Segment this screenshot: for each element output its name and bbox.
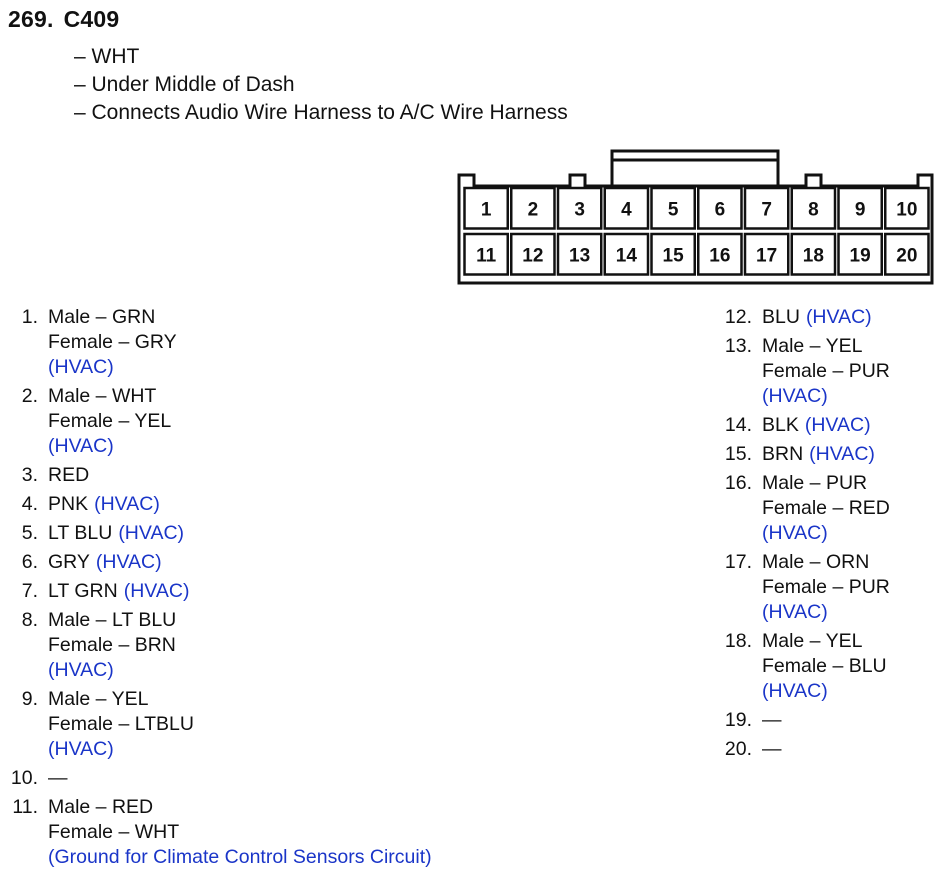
pin-entry bbox=[0, 579, 470, 604]
detail-connects: – Connects Audio Wire Harness to A/C Wire Harness bbox=[74, 101, 568, 124]
pin-list-left bbox=[0, 305, 470, 874]
pin-circuit-note: (HVAC) bbox=[94, 493, 160, 515]
pin-circuit-note: (HVAC) bbox=[762, 680, 828, 702]
pin-circuit-note: (HVAC) bbox=[804, 414, 871, 436]
connector-diagram bbox=[0, 0, 942, 300]
pin-number: 13. bbox=[724, 335, 752, 357]
pin-number: 5. bbox=[21, 522, 38, 544]
pin-label-15: 15 bbox=[662, 245, 684, 267]
pin-label-4: 4 bbox=[621, 199, 632, 221]
pin-number: 20. bbox=[724, 738, 752, 760]
pin-wire-color: — bbox=[762, 738, 782, 760]
pin-wire-color: RED bbox=[48, 464, 90, 486]
pin-entry bbox=[0, 550, 470, 575]
pin-label-9: 9 bbox=[854, 199, 866, 221]
detail-location: – Under Middle of Dash bbox=[74, 73, 295, 96]
pin-circuit-note: (HVAC) bbox=[762, 385, 828, 407]
pin-circuit-note: (HVAC) bbox=[762, 522, 828, 544]
pin-number: 10. bbox=[10, 767, 38, 789]
pin-number: 18. bbox=[724, 630, 752, 652]
pin-entry bbox=[0, 766, 470, 791]
pin-circuit-note: (HVAC) bbox=[48, 435, 114, 457]
pin-entry bbox=[714, 471, 934, 546]
pin-label-10: 10 bbox=[896, 199, 918, 221]
pin-number: 16. bbox=[724, 472, 752, 494]
pin-label-8: 8 bbox=[808, 199, 819, 221]
pin-label-14: 14 bbox=[615, 245, 637, 267]
pin-circuit-note: (HVAC) bbox=[95, 551, 162, 573]
pin-label-12: 12 bbox=[522, 245, 544, 267]
pin-label-20: 20 bbox=[896, 245, 918, 267]
pin-entry bbox=[714, 413, 934, 438]
pin-wire-color: Female – WHT bbox=[48, 821, 180, 843]
pin-number: 3. bbox=[21, 464, 38, 486]
pin-entry bbox=[0, 384, 470, 459]
pin-circuit-note: (HVAC) bbox=[809, 443, 875, 465]
detail-color: – WHT bbox=[74, 45, 140, 68]
pin-wire-color: Male – GRN bbox=[48, 306, 156, 328]
connector-pin-grid bbox=[465, 188, 929, 275]
pin-circuit-note: (HVAC) bbox=[762, 601, 828, 623]
pin-entry bbox=[0, 795, 470, 870]
pin-entry bbox=[714, 550, 934, 625]
pin-wire-color: Male – RED bbox=[48, 796, 154, 818]
pin-wire-color: GRY (HVAC) bbox=[48, 551, 162, 573]
pin-label-2: 2 bbox=[527, 199, 539, 221]
pin-number: 9. bbox=[21, 688, 38, 710]
connector-id: C409 bbox=[63, 6, 120, 32]
pin-label-1: 1 bbox=[480, 199, 492, 221]
pin-wire-color: Male – PUR bbox=[762, 472, 868, 494]
pin-entry bbox=[714, 629, 934, 704]
pin-number: 4. bbox=[21, 493, 38, 515]
pin-number: 17. bbox=[724, 551, 752, 573]
pin-number: 8. bbox=[21, 609, 38, 631]
pin-wire-color: Male – YEL bbox=[48, 688, 149, 710]
pin-circuit-note: (HVAC) bbox=[123, 580, 190, 602]
pin-wire-color: LT BLU (HVAC) bbox=[48, 522, 185, 544]
pin-label-19: 19 bbox=[849, 245, 871, 267]
pin-wire-color: BRN (HVAC) bbox=[762, 443, 875, 465]
pin-entry bbox=[714, 442, 934, 467]
pin-number: 7. bbox=[21, 580, 38, 602]
pin-circuit-note: (HVAC) bbox=[118, 522, 185, 544]
pin-entry bbox=[714, 737, 934, 762]
pin-label-5: 5 bbox=[667, 199, 679, 221]
pin-label-11: 11 bbox=[476, 245, 497, 267]
pin-wire-color: BLU (HVAC) bbox=[762, 306, 872, 328]
pin-wire-color: — bbox=[48, 767, 68, 789]
pin-number: 6. bbox=[21, 551, 38, 573]
pin-circuit-note: (Ground for Climate Control Sensors Circuit) bbox=[48, 846, 432, 868]
pin-wire-color: Female – LTBLU bbox=[48, 713, 194, 735]
pin-entry bbox=[714, 334, 934, 409]
pin-wire-color: Female – RED bbox=[762, 497, 890, 519]
pin-label-3: 3 bbox=[574, 199, 585, 221]
pin-entry bbox=[0, 608, 470, 683]
pin-entry bbox=[0, 521, 470, 546]
pin-wire-color: LT GRN (HVAC) bbox=[48, 580, 190, 602]
pin-entry bbox=[0, 305, 470, 380]
pin-circuit-note: (HVAC) bbox=[48, 659, 114, 681]
pin-entry bbox=[714, 708, 934, 733]
pin-label-16: 16 bbox=[709, 245, 731, 267]
pin-label-17: 17 bbox=[756, 245, 778, 267]
pin-circuit-note: (HVAC) bbox=[805, 306, 872, 328]
pin-wire-color: Female – PUR bbox=[762, 576, 890, 598]
pin-wire-color: Female – BLU bbox=[762, 655, 887, 677]
pin-wire-color: — bbox=[762, 709, 782, 731]
connector-number: 269. bbox=[8, 6, 54, 32]
pin-wire-color: Female – YEL bbox=[48, 410, 172, 432]
pin-entry bbox=[0, 492, 470, 517]
pin-number: 12. bbox=[724, 306, 752, 328]
pin-label-13: 13 bbox=[569, 245, 591, 267]
pin-entry bbox=[0, 687, 470, 762]
pin-wire-color: Female – BRN bbox=[48, 634, 176, 656]
pin-wire-color: Female – GRY bbox=[48, 331, 177, 353]
pin-list-right bbox=[714, 305, 934, 766]
pin-wire-color: Male – YEL bbox=[762, 630, 863, 652]
pin-wire-color: Male – LT BLU bbox=[48, 609, 177, 631]
pin-circuit-note: (HVAC) bbox=[48, 738, 114, 760]
pin-wire-color: Male – WHT bbox=[48, 385, 157, 407]
pin-number: 11. bbox=[12, 796, 38, 818]
pin-number: 2. bbox=[21, 385, 38, 407]
pin-circuit-note: (HVAC) bbox=[48, 356, 114, 378]
pin-wire-color: Male – YEL bbox=[762, 335, 863, 357]
pin-number: 1. bbox=[21, 306, 38, 328]
pin-entry bbox=[0, 463, 470, 488]
pin-number: 19. bbox=[724, 709, 752, 731]
pin-number: 14. bbox=[724, 414, 752, 436]
pin-wire-color: Female – PUR bbox=[762, 360, 890, 382]
pin-entry bbox=[714, 305, 934, 330]
pin-wire-color: PNK (HVAC) bbox=[48, 493, 160, 515]
connector-lock-tab bbox=[612, 151, 778, 186]
pin-label-6: 6 bbox=[714, 199, 726, 221]
pin-number: 15. bbox=[724, 443, 752, 465]
pin-wire-color: BLK (HVAC) bbox=[762, 414, 871, 436]
pin-label-18: 18 bbox=[802, 245, 824, 267]
pin-label-7: 7 bbox=[761, 199, 772, 221]
pin-wire-color: Male – ORN bbox=[762, 551, 870, 573]
